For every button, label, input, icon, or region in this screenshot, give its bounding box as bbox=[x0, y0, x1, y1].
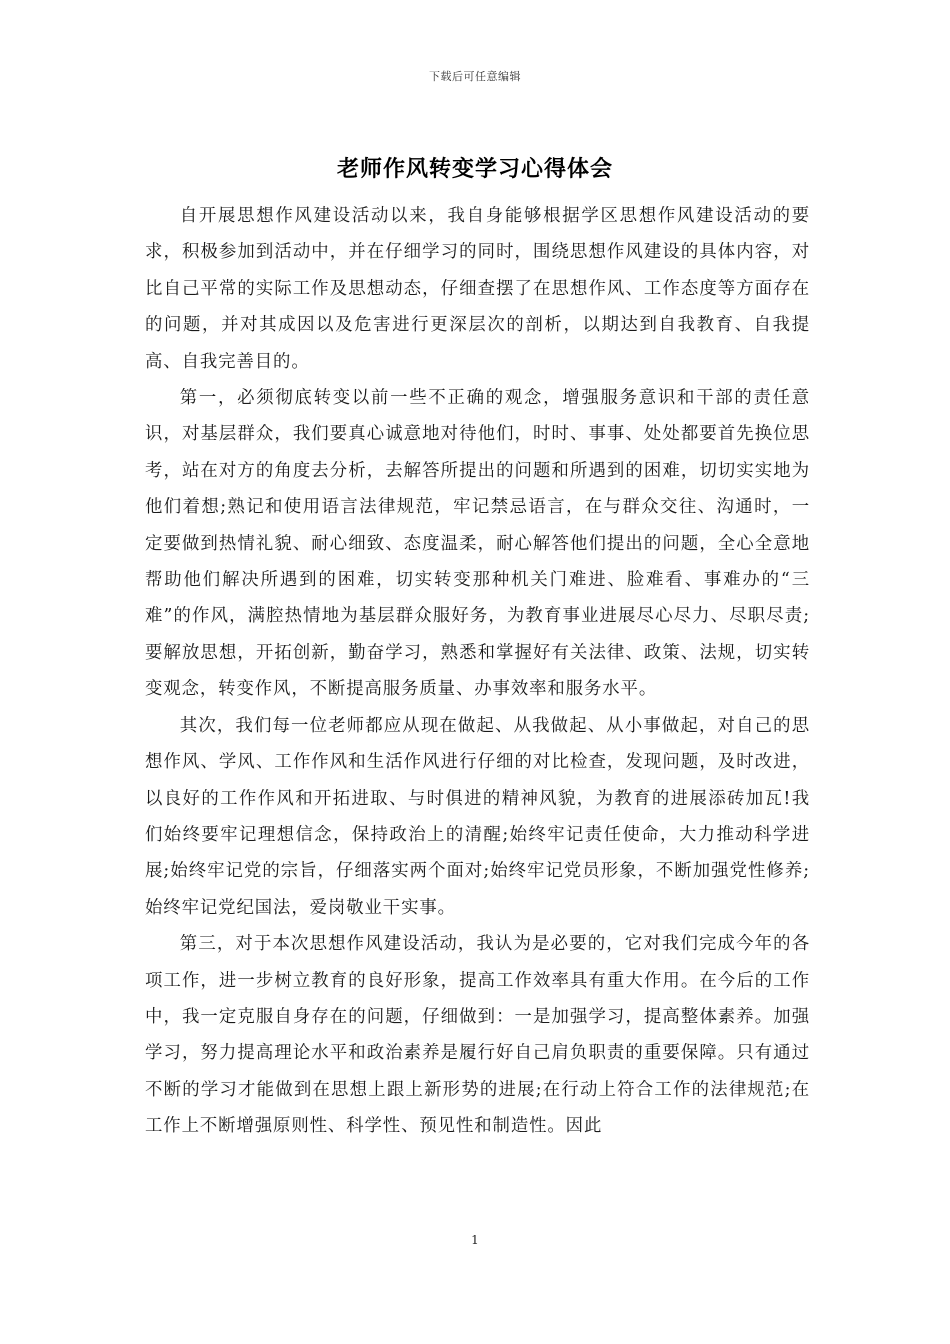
paragraph-first: 第一，必须彻底转变以前一些不正确的观念，增强服务意识和干部的责任意识，对基层群众，我们要真心诚意地对待他们，时时、事事、处处都要首先换位思考，站在对方的角度去分析，去解答所提出的问题和所遇到的困难，切切实实地为他们着想;熟记和使用语言法律规范，牢记禁忌语言，在与群众交往、沟通时，一定要做到热情礼貌、耐心细致、态度温柔，耐心解答他们提出的问题，全心全意地帮助他们解决所遇到的困难，切实转变那种机关门难进、脸难看、事难办的“三难”的作风，满腔热情地为基层群众服好务，为教育事业进展尽心尽力、尽职尽责;要解放思想，开拓创新，勤奋学习，熟悉和掌握好有关法律、政策、法规，切实转变观念，转变作风，不断提高服务质量、办事效率和服务水平。 bbox=[145, 388, 810, 700]
document-title: 老师作风转变学习心得体会 bbox=[336, 156, 613, 182]
page-number: 1 bbox=[471, 1233, 479, 1247]
paragraph-second: 其次，我们每一位老师都应从现在做起、从我做起、从小事做起，对自己的思想作风、学风、工作作风和生活作风进行仔细的对比检查，发现问题，及时改进，以良好的工作作风和开拓进取、与时俱进的精神风貌，为教育的进展添砖加瓦!我们始终要牢记理想信念，保持政治上的清醒;始终牢记责任使命，大力推动科学进展;始终牢记党的宗旨，仔细落实两个面对;始终牢记党员形象，不断加强党性修养;始终牢记党纪国法，爱岗敬业干实事。 bbox=[145, 715, 810, 918]
header-note: 下载后可任意编辑 bbox=[429, 70, 521, 83]
paragraph-third: 第三，对于本次思想作风建设活动，我认为是必要的，它对我们完成今年的各项工作，进一步树立教育的良好形象，提高工作效率具有重大作用。在今后的工作中，我一定克服自身存在的问题，仔细做到：一是加强学习，提高整体素养。加强学习，努力提高理论水平和政治素养是履行好自己肩负职责的重要保障。只有通过不断的学习才能做到在思想上跟上新形势的进展;在行动上符合工作的法律规范;在工作上不断增强原则性、科学性、预见性和制造性。因此 bbox=[145, 934, 810, 1137]
document-body bbox=[145, 198, 810, 1145]
paragraph-intro: 自开展思想作风建设活动以来，我自身能够根据学区思想作风建设活动的要求，积极参加到活动中，并在仔细学习的同时，围绕思想作风建设的具体内容，对比自己平常的实际工作及思想动态，仔细查摆了在思想作风、工作态度等方面存在的问题，并对其成因以及危害进行更深层次的剖析，以期达到自我教育、自我提高、自我完善目的。 bbox=[145, 206, 810, 372]
